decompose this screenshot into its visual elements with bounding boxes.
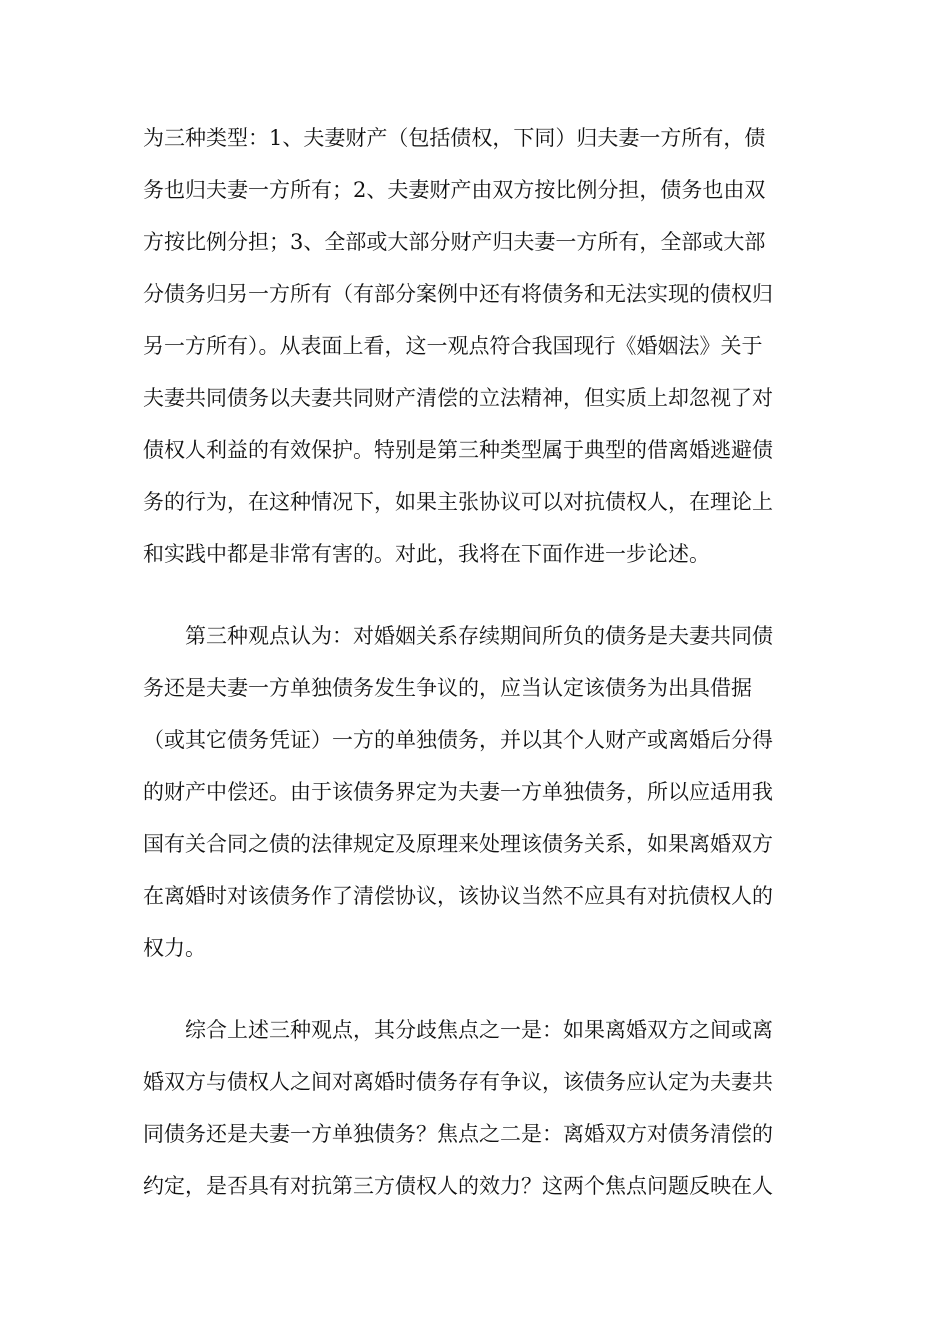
text-line: 务还是夫妻一方单独债务发生争议的，应当认定该债务为出具借据 xyxy=(143,676,752,700)
text-line: 综合上述三种观点，其分歧焦点之一是：如果离婚双方之间或离 xyxy=(143,1018,773,1042)
text-line: 权力。 xyxy=(143,936,206,960)
text-line: 夫妻共同债务以夫妻共同财产清偿的立法精神，但实质上却忽视了对 xyxy=(143,386,773,410)
text-line: 第三种观点认为：对婚姻关系存续期间所负的债务是夫妻共同债 xyxy=(143,624,773,648)
text-line: 和实践中都是非常有害的。对此，我将在下面作进一步论述。 xyxy=(143,542,710,566)
paragraph-3 xyxy=(143,1004,813,1212)
paragraph-1 xyxy=(143,112,813,580)
text-line: 方按比例分担；3、全部或大部分财产归夫妻一方所有，全部或大部 xyxy=(143,230,766,254)
text-line: 为三种类型：1、夫妻财产（包括债权，下同）归夫妻一方所有，债 xyxy=(143,126,766,150)
text-line: 约定，是否具有对抗第三方债权人的效力？这两个焦点问题反映在人 xyxy=(143,1174,773,1198)
text-line: 婚双方与债权人之间对离婚时债务存有争议，该债务应认定为夫妻共 xyxy=(143,1070,773,1094)
text-line: 国有关合同之债的法律规定及原理来处理该债务关系，如果离婚双方 xyxy=(143,832,773,856)
text-line: 债权人利益的有效保护。特别是第三种类型属于典型的借离婚逃避债 xyxy=(143,438,773,462)
paragraph-2 xyxy=(143,610,813,974)
text-line: 在离婚时对该债务作了清偿协议，该协议当然不应具有对抗债权人的 xyxy=(143,884,773,908)
text-line: 的财产中偿还。由于该债务界定为夫妻一方单独债务，所以应适用我 xyxy=(143,780,773,804)
text-line: 分债务归另一方所有（有部分案例中还有将债务和无法实现的债权归 xyxy=(143,282,773,306)
text-line: 务的行为，在这种情况下，如果主张协议可以对抗债权人，在理论上 xyxy=(143,490,773,514)
text-line: 同债务还是夫妻一方单独债务？焦点之二是：离婚双方对债务清偿的 xyxy=(143,1122,773,1146)
text-line: 另一方所有）。从表面上看，这一观点符合我国现行《婚姻法》关于 xyxy=(143,334,763,358)
text-line: （或其它债务凭证）一方的单独债务，并以其个人财产或离婚后分得 xyxy=(143,728,773,752)
text-line: 务也归夫妻一方所有；2、夫妻财产由双方按比例分担，债务也由双 xyxy=(143,178,766,202)
